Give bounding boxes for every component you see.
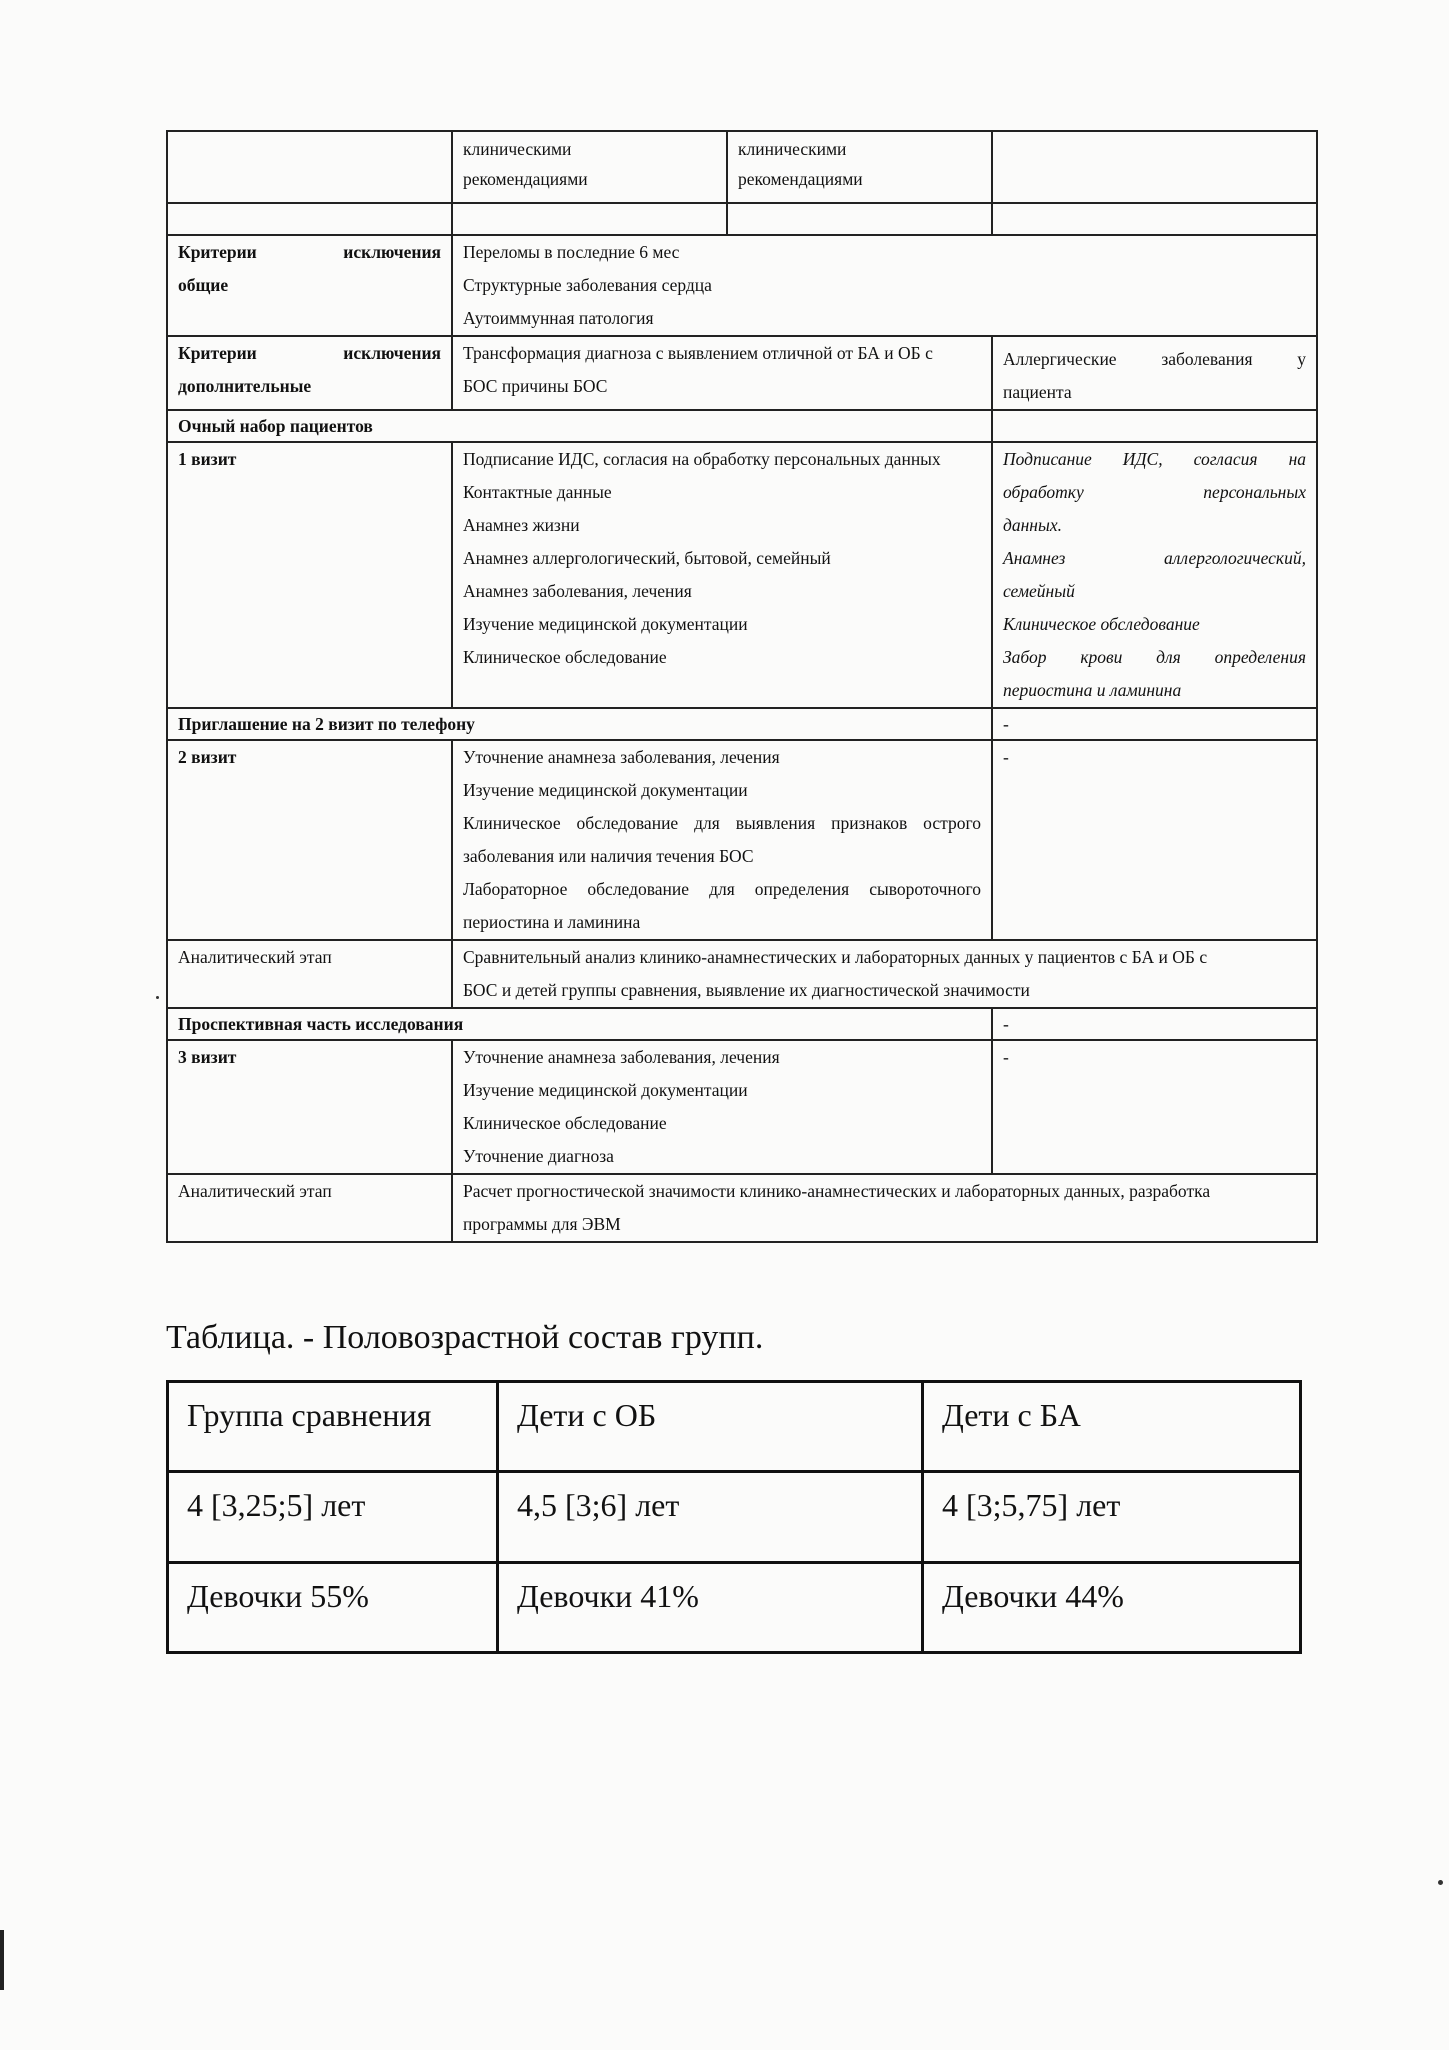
- list-item: Клиническое обследование: [463, 647, 667, 667]
- analytic2-text: [452, 1174, 1317, 1242]
- scan-speck: [1438, 1880, 1443, 1885]
- cell-text: Клиническое обследование: [1003, 614, 1200, 634]
- visit1-items: [452, 442, 992, 708]
- cell-text: пациента: [1003, 382, 1072, 402]
- age-sex-groups-table: [166, 1380, 1302, 1654]
- cell-text: программы для ЭВМ: [463, 1214, 621, 1234]
- column-header: Дети с БА: [923, 1382, 1301, 1472]
- label-text: Критерии: [178, 242, 257, 262]
- table-cell: Девочки 44%: [923, 1562, 1301, 1652]
- row-label-visit3: 3 визит: [167, 1040, 452, 1174]
- row-label-analytic2: Аналитический этап: [167, 1174, 452, 1242]
- table-row: [168, 1472, 1301, 1562]
- label-text: исключения: [343, 343, 441, 363]
- table-row: [167, 708, 1317, 740]
- analytic1-text: [452, 940, 1317, 1008]
- list-item: Лабораторное обследование для определения сывороточного: [463, 879, 981, 899]
- table-caption: Таблица. - Половозрастной состав групп.: [166, 1319, 764, 1356]
- scan-speck: [156, 996, 159, 999]
- visit2-right: -: [992, 740, 1317, 940]
- table-cell: [992, 410, 1317, 442]
- column-header: Группа сравнения: [168, 1382, 498, 1472]
- exclusion-general-items: [452, 235, 1317, 336]
- table-row: [167, 203, 1317, 235]
- table-row: [167, 1174, 1317, 1242]
- list-item: Уточнение диагноза: [463, 1146, 614, 1166]
- table-row: [167, 1008, 1317, 1040]
- visit3-items: [452, 1040, 992, 1174]
- list-item: Клиническое обследование для выявления признаков острого: [463, 813, 981, 833]
- table-row: [167, 1040, 1317, 1174]
- list-item: Уточнение анамнеза заболевания, лечения: [463, 1047, 780, 1067]
- list-item: Клиническое обследование: [463, 1113, 667, 1133]
- row-label-visit1: 1 визит: [167, 442, 452, 708]
- visit2-items: [452, 740, 992, 940]
- table-cell: 4,5 [3;6] лет: [498, 1472, 923, 1562]
- table-cell: [167, 203, 452, 235]
- cell-text: семейный: [1003, 581, 1075, 601]
- table-cell: [992, 203, 1317, 235]
- list-item: Анамнез жизни: [463, 515, 580, 535]
- table-cell: [452, 131, 727, 203]
- list-item: Изучение медицинской документации: [463, 614, 748, 634]
- cell-text: БОС причины БОС: [463, 376, 608, 396]
- list-item: периостина и ламинина: [463, 912, 641, 932]
- section-prospective: Проспективная часть исследования: [167, 1008, 992, 1040]
- table-cell: 4 [3;5,75] лет: [923, 1472, 1301, 1562]
- row-label-exclusion-additional: [167, 336, 452, 410]
- cell-text: Расчет прогностической значимости клинико-анамнестических и лабораторных данных, разработка: [463, 1181, 1211, 1201]
- visit1-right: [992, 442, 1317, 708]
- list-item: Анамнез заболевания, лечения: [463, 581, 692, 601]
- table-row: [167, 131, 1317, 203]
- list-item: Контактные данные: [463, 482, 612, 502]
- list-item: Структурные заболевания сердца: [463, 275, 712, 295]
- list-item: заболевания или наличия течения БОС: [463, 846, 754, 866]
- cell-text: клиническими: [463, 139, 572, 159]
- exclusion-additional-text: [452, 336, 992, 410]
- table-cell: [992, 131, 1317, 203]
- prospective-right: -: [992, 1008, 1317, 1040]
- visit3-right: -: [992, 1040, 1317, 1174]
- row-label-visit2: 2 визит: [167, 740, 452, 940]
- label-text: общие: [178, 275, 229, 295]
- list-item: Уточнение анамнеза заболевания, лечения: [463, 747, 780, 767]
- invite2-right: -: [992, 708, 1317, 740]
- row-label-analytic1: Аналитический этап: [167, 940, 452, 1008]
- cell-text: Трансформация диагноза с выявлением отличной от БА и ОБ с: [463, 343, 933, 363]
- study-protocol-table: [166, 130, 1318, 1243]
- column-header: Дети с ОБ: [498, 1382, 923, 1472]
- cell-text: Анамнез аллергологический,: [1003, 548, 1306, 568]
- list-item: Подписание ИДС, согласия на обработку персональных данных: [463, 449, 941, 469]
- exclusion-additional-right: [992, 336, 1317, 410]
- table-cell: [452, 203, 727, 235]
- table-cell: Девочки 41%: [498, 1562, 923, 1652]
- row-label-exclusion-general: [167, 235, 452, 336]
- cell-text: рекомендациями: [738, 169, 863, 189]
- list-item: Анамнез аллергологический, бытовой, семейный: [463, 548, 831, 568]
- table-row: [167, 740, 1317, 940]
- cell-text: рекомендациями: [463, 169, 588, 189]
- cell-text: Аллергические заболевания у: [1003, 349, 1306, 369]
- table-cell: Девочки 55%: [168, 1562, 498, 1652]
- label-text: дополнительные: [178, 376, 312, 396]
- list-item: Изучение медицинской документации: [463, 1080, 748, 1100]
- label-text: исключения: [343, 242, 441, 262]
- cell-text: обработку персональных: [1003, 482, 1306, 502]
- table-row: [167, 410, 1317, 442]
- scan-edge-mark: [0, 1930, 4, 1990]
- section-invite-visit2: Приглашение на 2 визит по телефону: [167, 708, 992, 740]
- cell-text: периостина и ламинина: [1003, 680, 1182, 700]
- cell-text: Подписание ИДС, согласия на: [1003, 449, 1306, 469]
- table-row: [168, 1562, 1301, 1652]
- list-item: Переломы в последние 6 мес: [463, 242, 680, 262]
- table-cell: 4 [3,25;5] лет: [168, 1472, 498, 1562]
- table-row: [167, 336, 1317, 410]
- table-cell: [167, 131, 452, 203]
- cell-text: данных.: [1003, 515, 1062, 535]
- list-item: Изучение медицинской документации: [463, 780, 748, 800]
- table-cell: [727, 203, 992, 235]
- list-item: Аутоиммунная патология: [463, 308, 654, 328]
- table-row: [167, 235, 1317, 336]
- table-row: [167, 442, 1317, 708]
- table-cell: [727, 131, 992, 203]
- cell-text: клиническими: [738, 139, 847, 159]
- cell-text: Сравнительный анализ клинико-анамнестических и лабораторных данных у пациентов с БА и ОБ с: [463, 947, 1208, 967]
- section-intake: Очный набор пациентов: [167, 410, 992, 442]
- cell-text: Забор крови для определения: [1003, 647, 1306, 667]
- table-header-row: [168, 1382, 1301, 1472]
- cell-text: БОС и детей группы сравнения, выявление их диагностической значимости: [463, 980, 1030, 1000]
- label-text: Критерии: [178, 343, 257, 363]
- table-row: [167, 940, 1317, 1008]
